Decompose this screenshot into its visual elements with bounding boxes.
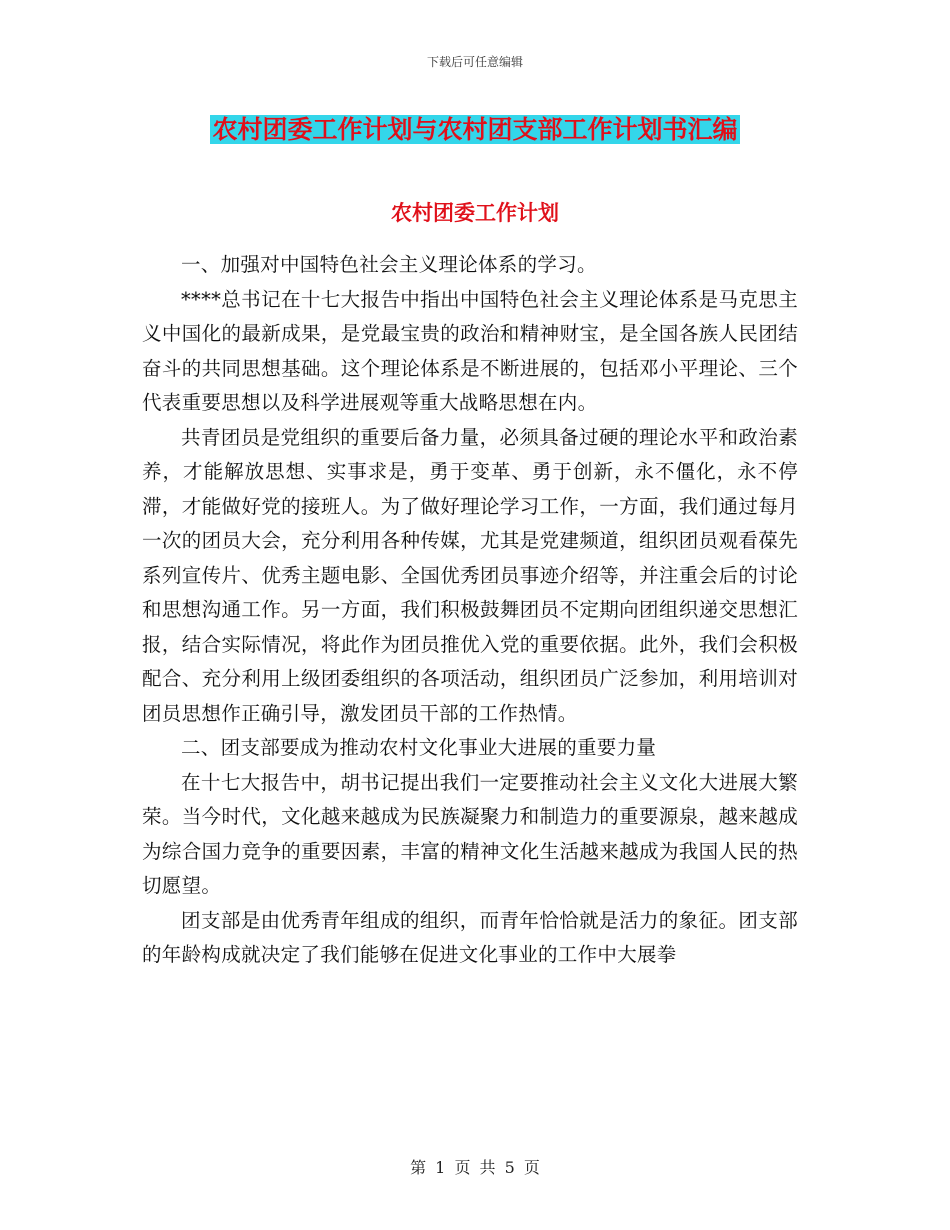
paragraph-1: ****总书记在十七大报告中指出中国特色社会主义理论体系是马克思主义中国化的最新成果，是党最宝贵的政治和精神财宝，是全国各族人民团结奋斗的共同思想基础。这个理论体系是不断进展的，包括邓小平理论、三个代表重要思想以及科学进展观等重大战略思想在内。 — [142, 287, 798, 414]
header-note: 下载后可任意编辑 — [426, 55, 523, 69]
section-title: 农村团委工作计划 — [391, 200, 559, 225]
paragraph-3: 在十七大报告中，胡书记提出我们一定要推动社会主义文化大进展大繁荣。当今时代，文化越来越成为民族凝聚力和制造力的重要源泉，越来越成为综合国力竞争的重要因素，丰富的精神文化生活越来越成为我国人民的热切愿望。 — [142, 770, 798, 897]
paragraph-4: 团支部是由优秀青年组成的组织，而青年恰恰就是活力的象征。团支部的年龄构成就决定了我们能够在促进文化事业的工作中大展拳 — [142, 908, 798, 966]
paragraph-2: 共青团员是党组织的重要后备力量，必须具备过硬的理论水平和政治素养，才能解放思想、实事求是，勇于变革、勇于创新，永不僵化，永不停滞，才能做好党的接班人。为了做好理论学习工作，一方面，我们通过每月一次的团员大会，充分利用各种传媒，尤其是党建频道，组织团员观看葆先系列宣传片、优秀主题电影、全国优秀团员事迹介绍等，并注重会后的讨论和思想沟通工作。另一方面，我们积极鼓舞团员不定期向团组织递交思想汇报，结合实际情况，将此作为团员推优入党的重要依据。此外，我们会积极配合、充分利用上级团委组织的各项活动，组织团员广泛参加，利用培训对团员思想作正确引导，激发团员干部的工作热情。 — [142, 425, 798, 725]
document-title — [0, 112, 950, 148]
document-title-text: 农村团委工作计划与农村团支部工作计划书汇编 — [212, 115, 738, 144]
heading-1: 一、加强对中国特色社会主义理论体系的学习。 — [181, 253, 597, 276]
document-body — [142, 248, 798, 973]
heading-2: 二、团支部要成为推动农村文化事业大进展的重要力量 — [181, 736, 657, 759]
page-footer: 第 1 页 共 5 页 — [410, 1158, 540, 1177]
